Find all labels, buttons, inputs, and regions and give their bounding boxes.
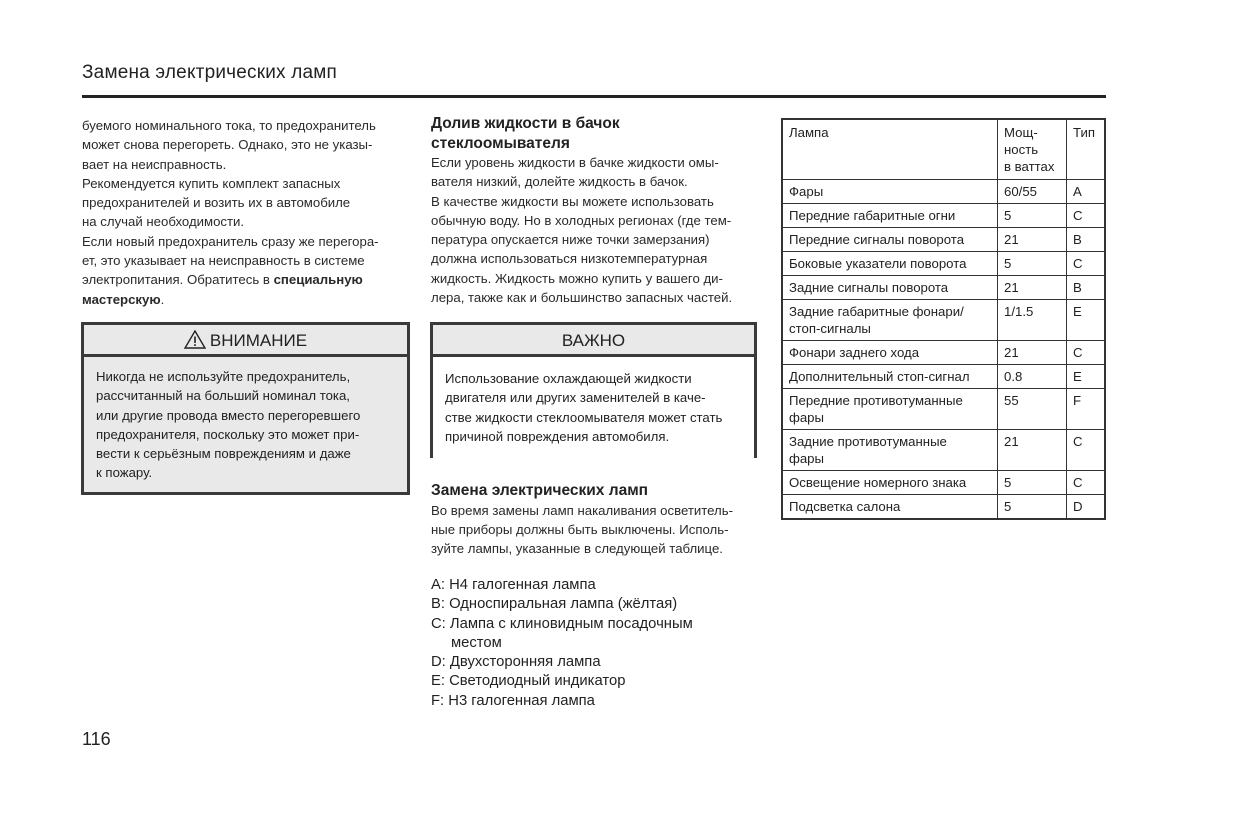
warning-box-header (84, 325, 407, 357)
header-rule (82, 95, 1106, 98)
cell-power: 21 (998, 276, 1067, 300)
table-row (782, 389, 1105, 430)
cell-lamp-line: Передние противотуманные (789, 393, 963, 408)
important-body (433, 357, 754, 458)
column-right (781, 118, 1106, 520)
text-line: двигателя или других заменителей в каче- (445, 390, 706, 406)
cell-lamp (782, 204, 998, 228)
cell-type: C (1067, 204, 1106, 228)
list-item: местом (451, 634, 502, 651)
header-power-line: в ваттах (1004, 159, 1055, 174)
text-line: стве жидкости стеклоомывателя может стать (445, 409, 723, 425)
bulbs-section (431, 481, 757, 558)
cell-lamp-line: Подсветка салона (789, 499, 901, 514)
cell-type: B (1067, 276, 1106, 300)
table-row (782, 341, 1105, 365)
text-line: Рекомендуется купить комплект запасных (82, 175, 341, 191)
text-line (82, 290, 408, 309)
text-line: причиной повреждения автомобиля. (445, 428, 670, 444)
table-body (782, 180, 1105, 520)
text-line: к пожару. (96, 465, 153, 481)
cell-lamp-line: Фары (789, 184, 824, 199)
header-type: Тип (1067, 119, 1106, 180)
table-row (782, 228, 1105, 252)
text-line: предохранителя, поскольку это может при- (96, 426, 360, 442)
text-line: предохранителей и возить их в автомобиле (82, 195, 351, 211)
text-line: рассчитанный на больший номинал тока, (96, 388, 350, 404)
warning-box (81, 322, 410, 495)
text-line: зуйте лампы, указанные в следующей таблице. (431, 541, 723, 557)
text-line (82, 270, 408, 289)
cell-power: 1/1.5 (998, 300, 1067, 341)
list-item: F: H3 галогенная лампа (431, 692, 595, 709)
list-item: A: H4 галогенная лампа (431, 577, 596, 593)
cell-lamp (782, 471, 998, 495)
warning-triangle-icon (184, 328, 206, 359)
list-item: B: Односпиральная лампа (жёлтая) (431, 596, 678, 613)
cell-lamp-line: Передние сигналы поворота (789, 232, 965, 247)
text-line: вает на неисправность. (82, 156, 227, 172)
text-line: должна использоваться низкотемпературная (431, 251, 708, 267)
cell-lamp (782, 228, 998, 252)
cell-power: 0.8 (998, 365, 1067, 389)
text-line: на случай необходимости. (82, 214, 245, 230)
header-power-line: ность (1004, 142, 1039, 157)
heading-line: стеклоомывателя (431, 134, 570, 152)
text-line: жидкость. Жидкость можно купить у вашего ди- (431, 270, 723, 286)
cell-type: E (1067, 300, 1106, 341)
text-line: Никогда не используйте предохранитель, (96, 369, 351, 384)
page-header-title: Замена электрических ламп (82, 62, 338, 83)
cell-lamp (782, 252, 998, 276)
text-line: ет, это указывает на неисправность в системе (82, 253, 365, 269)
text-fragment: . (160, 291, 165, 307)
cell-power: 21 (998, 341, 1067, 365)
cell-lamp-line: стоп-сигналы (789, 321, 871, 336)
lamp-type-list (431, 576, 757, 711)
header-power (998, 119, 1067, 180)
important-box (430, 322, 757, 458)
table-row (782, 180, 1105, 204)
bold-text: мастерскую (82, 291, 161, 307)
lamp-table (781, 118, 1106, 520)
table-row (782, 495, 1105, 520)
cell-lamp-line: Фонари заднего хода (789, 345, 920, 360)
cell-type: C (1067, 341, 1106, 365)
cell-lamp-line: Боковые указатели поворота (789, 256, 967, 271)
cell-lamp (782, 276, 998, 300)
table-row (782, 471, 1105, 495)
table-header-row (782, 119, 1105, 180)
text-line: может снова перегореть. Однако, это не указы- (82, 137, 373, 153)
cell-lamp (782, 389, 998, 430)
washer-heading (431, 114, 757, 153)
cell-lamp-line: фары (789, 410, 824, 425)
cell-lamp (782, 180, 998, 204)
cell-lamp-line: фары (789, 451, 824, 466)
cell-type: E (1067, 365, 1106, 389)
cell-power: 60/55 (998, 180, 1067, 204)
cell-lamp-line: Задние противотуманные (789, 434, 947, 449)
list-item: C: Лампа с клиновидным посадочным (431, 615, 693, 632)
text-line: ные приборы должны быть выключены. Исполь- (431, 521, 729, 537)
text-line: Использование охлаждающей жидкости (445, 371, 692, 386)
cell-power: 5 (998, 495, 1067, 520)
cell-lamp (782, 495, 998, 520)
page-number: 116 (82, 729, 111, 749)
text-line: вателя низкий, долейте жидкость в бачок. (431, 174, 688, 190)
cell-lamp-line: Освещение номерного знака (789, 475, 967, 490)
text-line: В качестве жидкости вы можете использовать (431, 193, 714, 209)
cell-power: 55 (998, 389, 1067, 430)
cell-lamp-line: Задние габаритные фонари/ (789, 304, 964, 319)
cell-lamp (782, 341, 998, 365)
text-line: Во время замены ламп накаливания осветитель- (431, 502, 733, 518)
text-line: Если новый предохранитель сразу же перегора- (82, 233, 379, 249)
list-item: E: Светодиодный индикатор (431, 673, 626, 690)
cell-lamp (782, 430, 998, 471)
text-line: лера, также как и большинство запасных частей. (431, 290, 733, 306)
cell-power: 5 (998, 204, 1067, 228)
table-row (782, 252, 1105, 276)
text-line: пература опускается ниже точки замерзания) (431, 232, 710, 248)
text-line: или другие провода вместо перегоревшего (96, 407, 361, 423)
important-box-header (433, 325, 754, 357)
cell-type: C (1067, 430, 1106, 471)
cell-type: C (1067, 471, 1106, 495)
bold-text: специальную (273, 272, 363, 288)
warning-title: ВНИМАНИЕ (209, 331, 308, 350)
cell-lamp-line: Дополнительный стоп-сигнал (789, 369, 970, 384)
cell-lamp-line: Задние сигналы поворота (789, 280, 949, 295)
cell-type: B (1067, 228, 1106, 252)
cell-type: F (1067, 389, 1106, 430)
cell-type: A (1067, 180, 1106, 204)
list-item: D: Двухсторонняя лампа (431, 654, 601, 671)
header-lamp: Лампа (782, 119, 998, 180)
cell-power: 5 (998, 471, 1067, 495)
text-line: буемого номинального тока, то предохранитель (82, 118, 376, 133)
column-middle (431, 114, 757, 307)
table-row (782, 276, 1105, 300)
cell-lamp (782, 300, 998, 341)
cell-power: 21 (998, 430, 1067, 471)
text-line: обычную воду. Но в холодных регионах (где тем- (431, 212, 732, 228)
cell-power: 5 (998, 252, 1067, 276)
cell-lamp (782, 365, 998, 389)
text-line: Если уровень жидкости в бачке жидкости омы- (431, 155, 719, 170)
table-row (782, 300, 1105, 341)
heading-line: Долив жидкости в бачок (431, 115, 620, 132)
important-title: ВАЖНО (561, 331, 626, 350)
cell-type: C (1067, 252, 1106, 276)
table-row (782, 204, 1105, 228)
header-power-line: Мощ- (1004, 125, 1038, 140)
cell-power: 21 (998, 228, 1067, 252)
text-line: вести к серьёзным повреждениям и даже (96, 446, 351, 462)
bulbs-heading: Замена электрических ламп (431, 482, 649, 499)
warning-body (84, 357, 407, 495)
table-row (782, 365, 1105, 389)
column-left (82, 116, 408, 309)
cell-lamp-line: Передние габаритные огни (789, 208, 956, 223)
text-fragment: электропитания. Обратитесь в (82, 272, 274, 288)
table-row (782, 430, 1105, 471)
cell-type: D (1067, 495, 1106, 520)
